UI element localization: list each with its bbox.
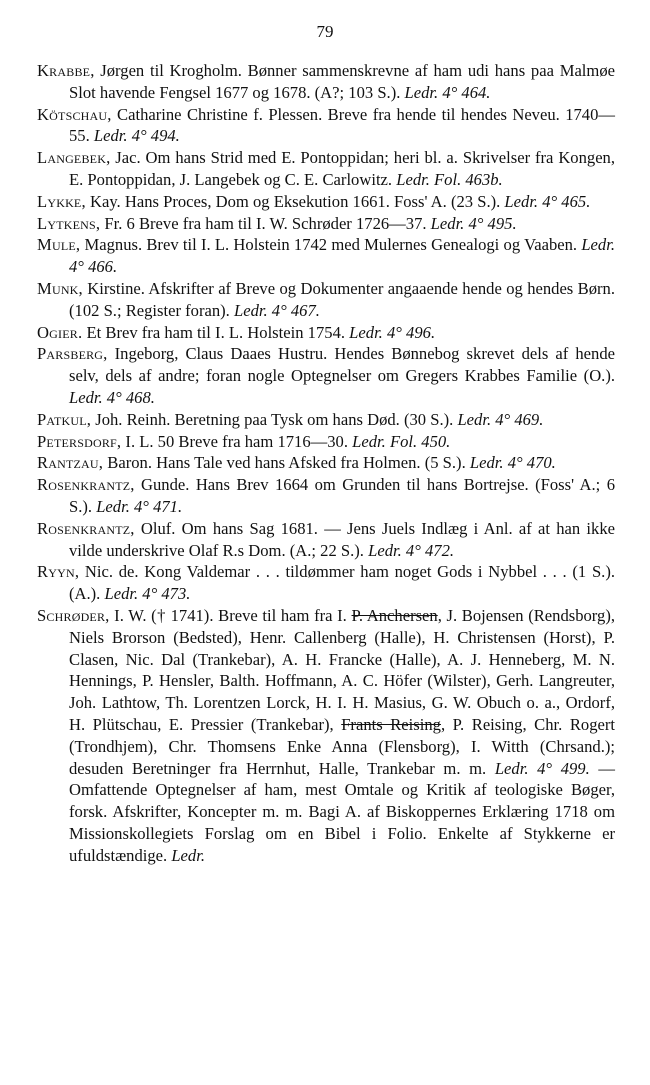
entry-ogier xyxy=(37,322,615,344)
entry-name: Petersdorf, xyxy=(37,431,122,451)
entry-parsberg xyxy=(37,343,615,408)
entry-reference: Ledr. Fol. 450. xyxy=(352,431,451,451)
entry-text: Baron. Hans Tale ved hans Afsked fra Holmen. (5 S.). xyxy=(103,453,470,473)
entry-krabbe xyxy=(37,60,615,104)
entry-name: Patkul, xyxy=(37,409,92,429)
page-number: 79 xyxy=(316,22,334,41)
entry-name: Parsberg, xyxy=(37,344,108,364)
entry-name: Munk, xyxy=(37,278,83,298)
entry-text: Jørgen til Krogholm. Bønner sammenskrevne af ham udi hans paa Malmøe Slot havende Fengsel 1677 og 1678. (A?; 103 S.). xyxy=(69,61,615,102)
entry-reference: Ledr. 4° 469. xyxy=(457,409,544,429)
entry-name: Mule, xyxy=(37,235,81,255)
entry-reference: Ledr. 4° 499. xyxy=(494,758,590,778)
entry-text: , P. Reising, Chr. Rogert (Trondhjem), Chr. Thomsens Enke Anna (Flensborg), I. Witth (Chrsand.); desuden Beretninger fra Herrnhut, Halle, Trankebar m. m. xyxy=(69,714,615,778)
entry-text: Jac. Om hans Strid med E. Pontoppidan; heri bl. a. Skrivelser fra Kongen, E. Pontoppidan, J. Langebek og C. E. Carlowitz. xyxy=(69,148,615,189)
entry-langebek xyxy=(37,147,615,191)
entry-rosenkrantz-oluf xyxy=(37,518,615,562)
entry-reference: Ledr. 4° 468. xyxy=(69,387,155,407)
entry-text: Magnus. Brev til I. L. Holstein 1742 med Mulernes Genealogi og Vaaben. xyxy=(80,235,582,255)
entry-name: Rosenkrantz, xyxy=(37,518,135,538)
entry-name: Krabbe, xyxy=(37,61,95,80)
entry-reference: Ledr. 4° 470. xyxy=(469,453,556,473)
entry-reference: Ledr. 4° 494. xyxy=(93,126,180,146)
entry-ryyn xyxy=(37,561,615,605)
entry-mule xyxy=(37,234,615,278)
entry-reference: Ledr. 4° 464. xyxy=(404,82,491,102)
entry-text: Nic. de. Kong Valdemar . . . tildømmer ham noget Gods i Nybbel . . . (1 S.). (A.). xyxy=(69,562,615,604)
entry-text: Kay. Hans Proces, Dom og Eksekution 1661. Foss' A. (23 S.). xyxy=(85,191,505,211)
entry-reference: Ledr. 4° 465. xyxy=(504,191,591,211)
entry-text: Kirstine. Afskrifter af Breve og Dokumenter angaaende hende og hendes Børn. (102 S.; Register foran). xyxy=(69,278,615,320)
entry-text: I. W. († 1741). Breve til ham fra I. xyxy=(109,605,352,625)
struck-text: Frants Reising xyxy=(341,714,441,734)
entry-koetschau xyxy=(37,104,615,148)
entry-reference: Ledr. 4° 466. xyxy=(69,235,615,277)
entry-reference: Ledr. Fol. 463b. xyxy=(396,169,503,189)
entry-petersdorf xyxy=(37,431,615,453)
entry-name: Ryyn, xyxy=(37,562,80,582)
entry-reference: Ledr. 4° 473. xyxy=(104,584,191,604)
entry-reference: Ledr. xyxy=(171,845,205,865)
entry-reference: Ledr. 4° 471. xyxy=(96,496,183,516)
entry-rosenkrantz-gunde xyxy=(37,474,615,518)
entry-text: Gunde. Hans Brev 1664 om Grunden til hans Bortrejse. (Foss' A.; 6 S.). xyxy=(69,475,615,516)
entry-name: Lytkens, xyxy=(37,213,101,233)
entry-list xyxy=(37,60,615,866)
entry-reference: Ledr. 4° 472. xyxy=(368,540,455,560)
entry-text: I. L. 50 Breve fra ham 1716—30. xyxy=(121,431,353,451)
entry-rantzau xyxy=(37,452,615,474)
entry-text: Ingeborg, Claus Daaes Hustru. Hendes Bønnebog skrevet dels af hende selv, dels af andre; foran nogle Optegnelser om Gregers Krabbes Familie (O.). xyxy=(69,344,615,386)
entry-name: Kötschau, xyxy=(37,104,112,124)
entry-lykke xyxy=(37,191,615,213)
entry-lytkens xyxy=(37,213,615,235)
entry-text: Catharine Christine f. Plessen. Breve fra hende til hendes Neveu. 1740—55. xyxy=(69,104,615,146)
entry-text: Oluf. Om hans Sag 1681. — Jens Juels Indlæg i Anl. af at han ikke vilde underskrive Olaf R.s Dom. (A.; 22 S.). xyxy=(69,518,615,560)
entry-name: Lykke, xyxy=(37,191,86,211)
entry-name: Schrøder, xyxy=(37,605,110,625)
struck-text: P. Anchersen xyxy=(351,605,438,625)
entry-patkul xyxy=(37,409,615,431)
entry-reference: Ledr. 4° 496. xyxy=(349,322,436,342)
entry-name: Rosenkrantz, xyxy=(37,475,135,495)
entry-munk xyxy=(37,278,615,322)
entry-name: Langebek, xyxy=(37,148,111,168)
entry-text: Joh. Reinh. Beretning paa Tysk om hans Død. (30 S.). xyxy=(91,409,458,429)
entry-name: Rantzau, xyxy=(37,453,104,473)
entry-text: Fr. 6 Breve fra ham til I. W. Schrøder 1726—37. xyxy=(100,213,431,233)
entry-reference: Ledr. 4° 467. xyxy=(233,300,320,320)
entry-reference: Ledr. 4° 495. xyxy=(430,213,517,233)
entry-schroeder xyxy=(37,605,615,867)
entry-name: Ogier. xyxy=(37,322,83,342)
entry-text: Et Brev fra ham til I. L. Holstein 1754. xyxy=(82,322,350,342)
entry-text: , J. Bojensen (Rendsborg), Niels Brorson (Bedsted), Henr. Callenberg (Halle), H. Christensen (Horst), P. Clasen, Nic. Dal (Trankebar), A. H. Francke (Halle), A. J. Henneberg, M. N. Hennings, P. Hensler, Balth. Hoffmann, A. C. Höfer (Wilster), Gerh. Langreuter, Joh. Lathtow, Th. Lorentzen Lorck, H. I. H. Masius, G. W. Obuch o. a., Ordorf, H. Plütschau, E. Pressier (Trankebar), xyxy=(69,605,615,734)
entry-text: — Omfattende Optegnelser af ham, mest Omtale og Kritik af teologiske Bøger, forsk. Afskrifter, Koncepter m. m. Bagi A. af Biskoppernes Erklæring 1718 om Missionskollegiets Forslag om en Bibel i Folio. Enkelte af Stykkerne er ufuldstændige. xyxy=(69,758,615,865)
